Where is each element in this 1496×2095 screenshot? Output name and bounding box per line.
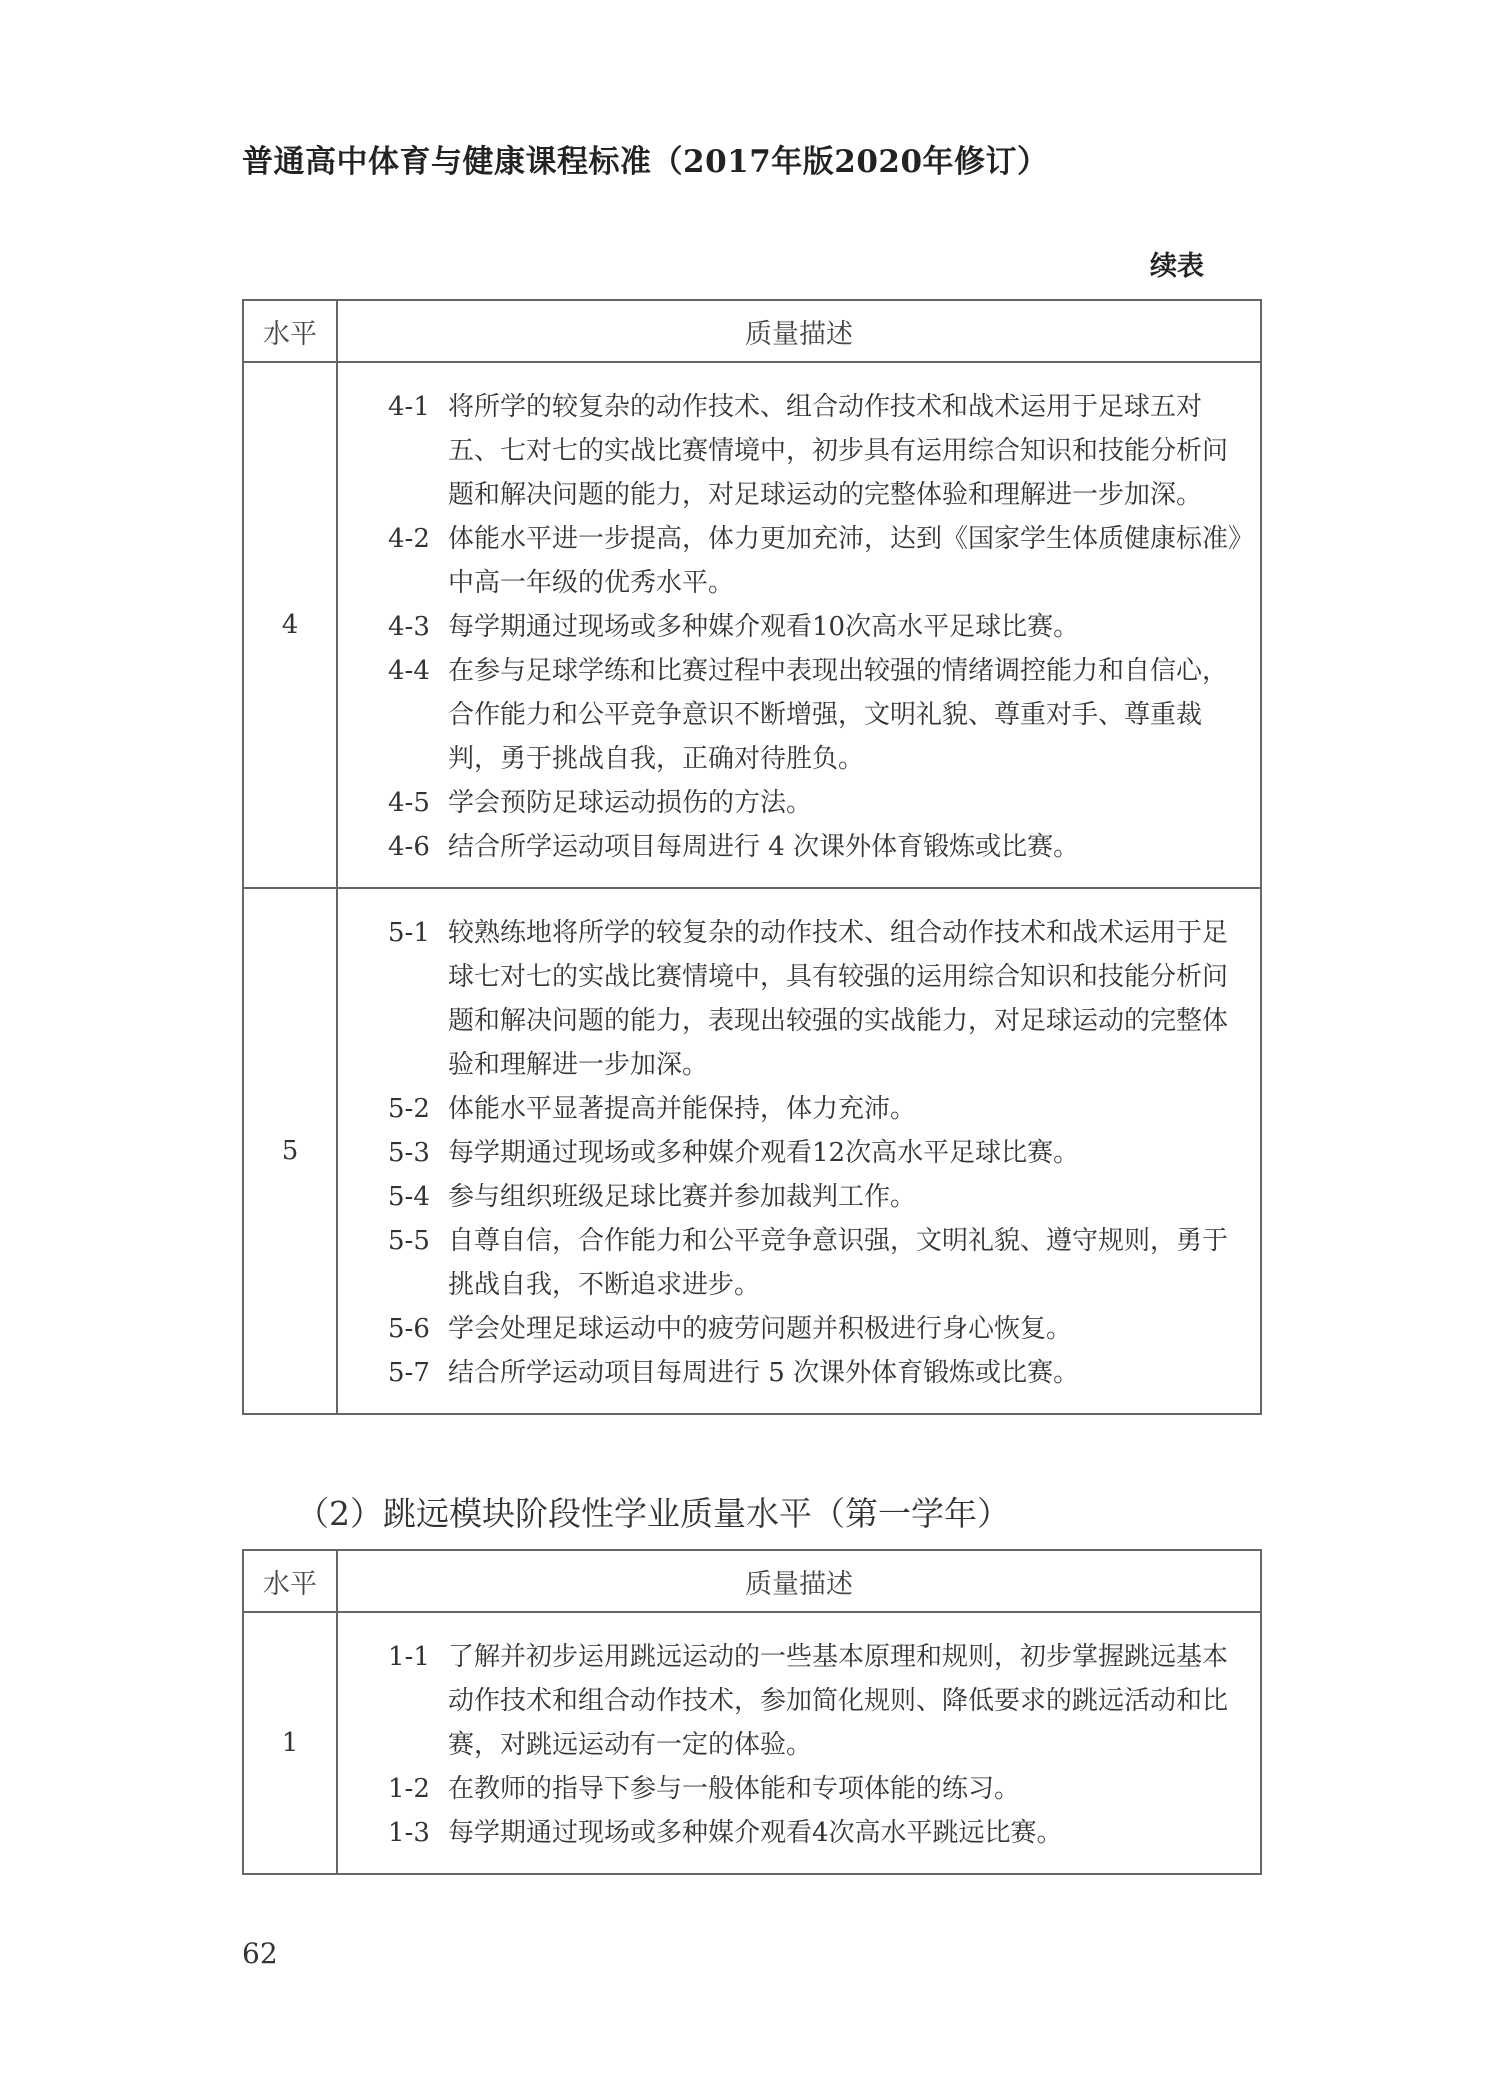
item-number: 1-1: [388, 1642, 430, 1672]
header-description: 质量描述: [337, 300, 1261, 362]
list-item: [388, 1635, 1246, 1767]
list-item: [388, 649, 1246, 781]
item-number: 4-5: [388, 788, 430, 818]
item-number: 1-2: [388, 1774, 430, 1804]
list-item: [388, 1307, 1246, 1351]
list-item: [388, 385, 1246, 517]
item-text: 每学期通过现场或多种媒介观看4次高水平跳远比赛。: [448, 1818, 1063, 1848]
item-text: 结合所学运动项目每周进行 5 次课外体育锻炼或比赛。: [448, 1358, 1080, 1388]
description-cell: [337, 1612, 1261, 1874]
item-number: 4-3: [388, 612, 430, 642]
item-text: 学会预防足球运动损伤的方法。: [448, 788, 813, 818]
list-item: [388, 517, 1246, 605]
list-item: [388, 1767, 1246, 1811]
list-item: [388, 825, 1246, 869]
item-number: 5-4: [388, 1182, 430, 1212]
item-text: 了解并初步运用跳远运动的一些基本原理和规则，初步掌握跳远基本动作技术和组合动作技术，参加简化规则、降低要求的跳远活动和比赛，对跳远运动有一定的体验。: [448, 1642, 1229, 1760]
item-text: 每学期通过现场或多种媒介观看10次高水平足球比赛。: [448, 612, 1080, 642]
item-number: 4-2: [388, 524, 430, 554]
list-item: [388, 911, 1246, 1087]
level-cell: 4: [243, 362, 337, 888]
list-item: [388, 1087, 1246, 1131]
item-text: 每学期通过现场或多种媒介观看12次高水平足球比赛。: [448, 1138, 1080, 1168]
list-item: [388, 605, 1246, 649]
item-text: 体能水平显著提高并能保持，体力充沛。: [448, 1094, 917, 1124]
item-number: 5-2: [388, 1094, 430, 1124]
item-number: 5-6: [388, 1314, 430, 1344]
item-text: 结合所学运动项目每周进行 4 次课外体育锻炼或比赛。: [448, 832, 1080, 862]
item-text: 较熟练地将所学的较复杂的动作技术、组合动作技术和战术运用于足球七对七的实战比赛情境中，具有较强的运用综合知识和技能分析问题和解决问题的能力，表现出较强的实战能力，对足球运动的完整体验和理解进一步加深。: [448, 918, 1229, 1080]
table-row: [243, 888, 1261, 1414]
item-number: 4-4: [388, 656, 430, 686]
description-cell: [337, 362, 1261, 888]
item-text: 在教师的指导下参与一般体能和专项体能的练习。: [448, 1774, 1021, 1804]
item-text: 将所学的较复杂的动作技术、组合动作技术和战术运用于足球五对五、七对七的实战比赛情境中，初步具有运用综合知识和技能分析问题和解决问题的能力，对足球运动的完整体验和理解进一步加深。: [448, 392, 1229, 510]
list-item: [388, 1219, 1246, 1307]
quality-table-long-jump: [242, 1549, 1262, 1875]
item-text: 体能水平进一步提高，体力更加充沛，达到《国家学生体质健康标准》中高一年级的优秀水平。: [448, 524, 1242, 598]
page-number: 62: [242, 1937, 278, 1970]
item-text: 学会处理足球运动中的疲劳问题并积极进行身心恢复。: [448, 1314, 1073, 1344]
level-cell: 1: [243, 1612, 337, 1874]
item-number: 5-5: [388, 1226, 430, 1256]
list-item: [388, 1131, 1246, 1175]
table-row: [243, 1612, 1261, 1874]
header-level: 水平: [243, 1550, 337, 1612]
item-number: 1-3: [388, 1818, 430, 1848]
running-header: 普通高中体育与健康课程标准（2017年版2020年修订）: [242, 144, 1049, 180]
header-description: 质量描述: [337, 1550, 1261, 1612]
continued-label: 续表: [1150, 251, 1204, 282]
list-item: [388, 1175, 1246, 1219]
table-header-row: [243, 1550, 1261, 1612]
table-header-row: [243, 300, 1261, 362]
item-number: 5-3: [388, 1138, 430, 1168]
header-level: 水平: [243, 300, 337, 362]
list-item: [388, 781, 1246, 825]
item-number: 4-1: [388, 392, 430, 422]
item-text: 在参与足球学练和比赛过程中表现出较强的情绪调控能力和自信心，合作能力和公平竞争意识不断增强，文明礼貌、尊重对手、尊重裁判，勇于挑战自我，正确对待胜负。: [448, 656, 1229, 774]
item-number: 5-1: [388, 918, 430, 948]
section-heading: （2）跳远模块阶段性学业质量水平（第一学年）: [296, 1494, 1010, 1533]
list-item: [388, 1811, 1246, 1855]
list-item: [388, 1351, 1246, 1395]
item-text: 参与组织班级足球比赛并参加裁判工作。: [448, 1182, 917, 1212]
level-cell: 5: [243, 888, 337, 1414]
quality-table-football: [242, 299, 1262, 1415]
item-text: 自尊自信，合作能力和公平竞争意识强，文明礼貌、遵守规则，勇于挑战自我，不断追求进步。: [448, 1226, 1229, 1300]
item-number: 5-7: [388, 1358, 430, 1388]
item-number: 4-6: [388, 832, 430, 862]
table-row: [243, 362, 1261, 888]
description-cell: [337, 888, 1261, 1414]
